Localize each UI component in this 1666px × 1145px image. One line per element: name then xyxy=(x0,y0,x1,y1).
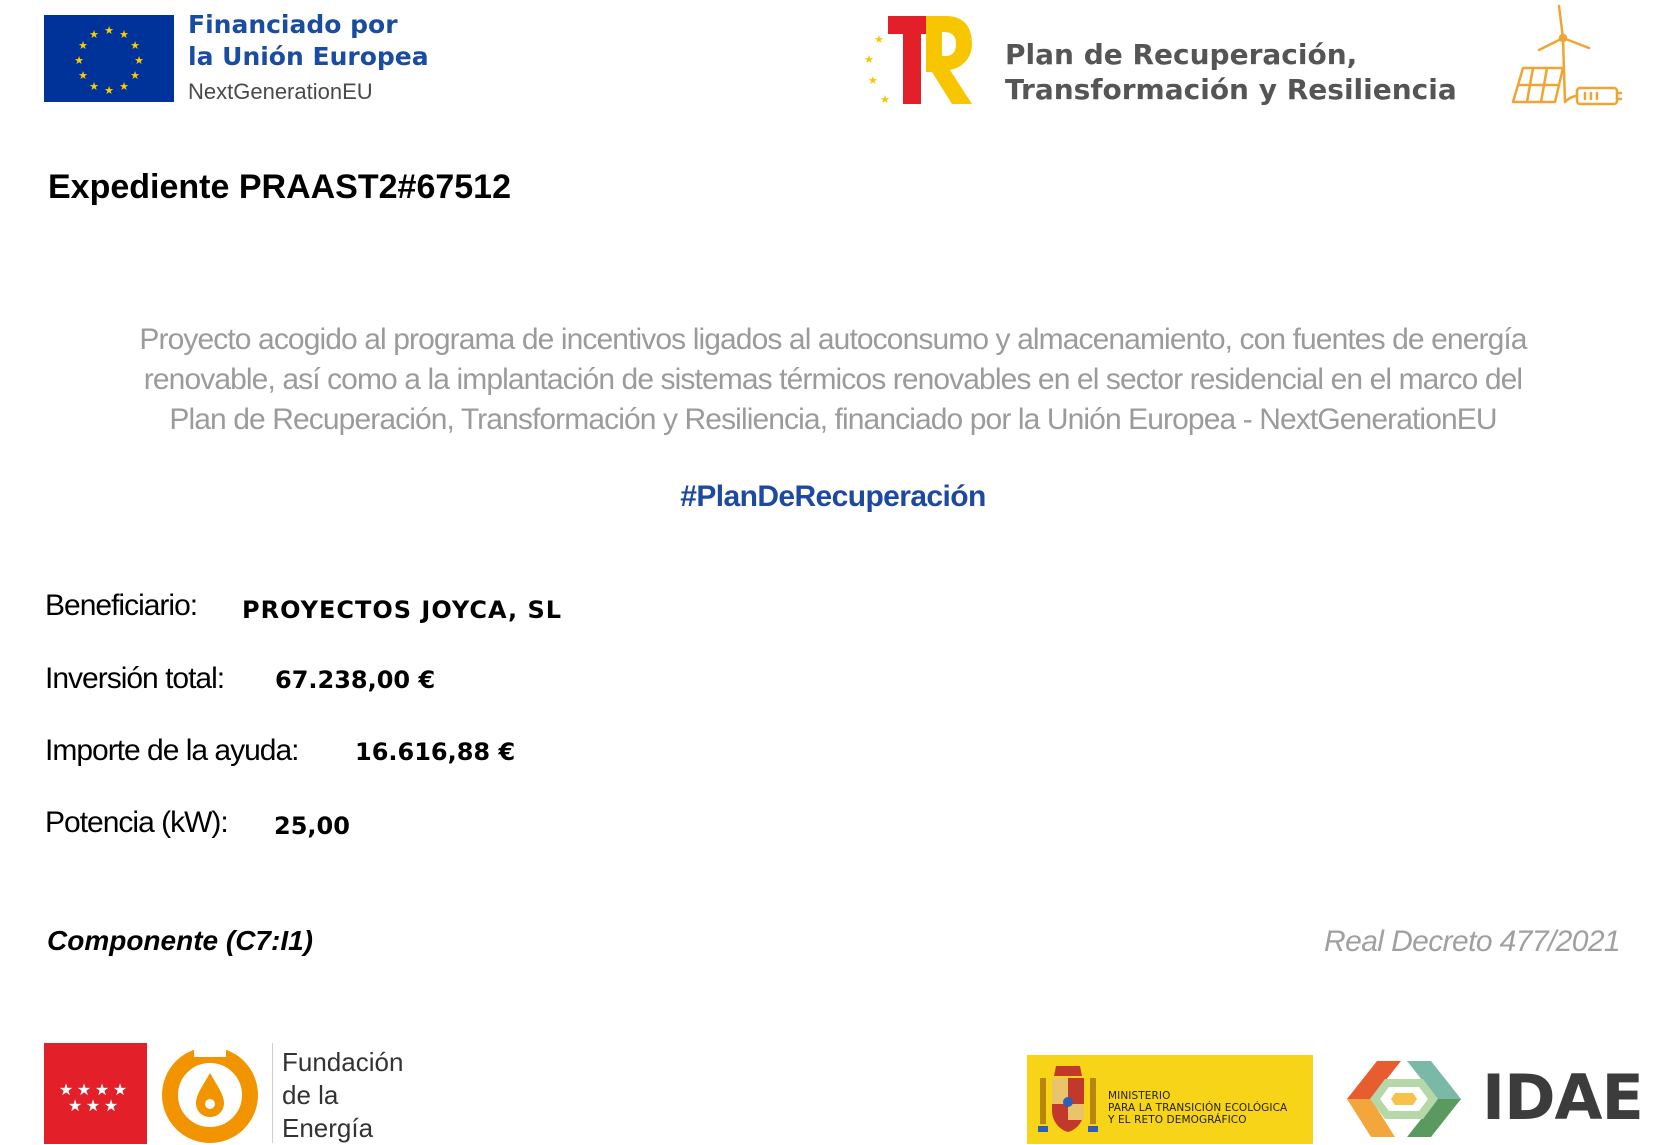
svg-text:★: ★ xyxy=(134,54,144,67)
eu-funding-line1: Financiado por xyxy=(188,10,398,39)
fundacion-energia-symbol-icon xyxy=(158,1043,262,1143)
ministerio-text-line1: MINISTERIO xyxy=(1108,1090,1171,1102)
svg-text:★: ★ xyxy=(58,1080,74,1099)
svg-text:★: ★ xyxy=(104,84,114,97)
svg-text:★: ★ xyxy=(130,39,140,52)
svg-text:★: ★ xyxy=(78,39,88,52)
comunidad-madrid-logo-icon xyxy=(44,1043,147,1144)
importe-value: 16.616,88 € xyxy=(355,738,516,766)
svg-text:★: ★ xyxy=(104,24,114,37)
svg-text:★: ★ xyxy=(76,1080,92,1099)
inversion-value: 67.238,00 € xyxy=(275,666,436,694)
svg-text:★: ★ xyxy=(119,80,129,93)
ministerio-text-line2: PARA LA TRANSICIÓN ECOLÓGICA xyxy=(1108,1102,1288,1114)
beneficiario-label: Beneficiario: xyxy=(45,589,198,622)
prtr-tr-mark-icon xyxy=(858,10,978,110)
fundacion-divider xyxy=(272,1043,273,1143)
svg-text:★: ★ xyxy=(103,1096,119,1115)
eu-funding-line3: NextGenerationEU xyxy=(188,79,373,104)
eu-flag-icon xyxy=(44,15,174,102)
potencia-value: 25,00 xyxy=(274,812,350,840)
idae-symbol-icon xyxy=(1337,1053,1472,1145)
prtr-title-line1: Plan de Recuperación, xyxy=(1005,38,1358,71)
expediente-title: Expediente PRAAST2#67512 xyxy=(48,168,511,206)
svg-text:★: ★ xyxy=(78,69,88,82)
fundacion-text-line2: de la xyxy=(282,1080,339,1110)
svg-text:★: ★ xyxy=(94,1080,110,1099)
project-description xyxy=(40,320,1626,440)
coat-of-arms-icon xyxy=(1038,1060,1098,1138)
svg-text:★: ★ xyxy=(868,74,878,87)
importe-label: Importe de la ayuda: xyxy=(45,734,299,767)
project-description-line: Plan de Recuperación, Transformación y Resiliencia, financiado por la Unión Europea - NextGenerationEU xyxy=(169,403,1497,436)
svg-text:★: ★ xyxy=(67,1096,83,1115)
svg-text:★: ★ xyxy=(85,1096,101,1115)
ministerio-text-line3: Y EL RETO DEMOGRÁFICO xyxy=(1108,1114,1247,1126)
svg-text:★: ★ xyxy=(89,80,99,93)
idae-wordmark: IDAE xyxy=(1482,1061,1643,1134)
inversion-label: Inversión total: xyxy=(45,662,225,695)
fundacion-text-line1: Fundación xyxy=(282,1047,404,1077)
svg-text:★: ★ xyxy=(112,1080,128,1099)
eu-funding-line2: la Unión Europea xyxy=(188,42,429,71)
prtr-title-line2: Transformación y Resiliencia xyxy=(1005,73,1457,106)
svg-text:★: ★ xyxy=(874,33,884,46)
project-description-line: renovable, así como a la implantación de sistemas térmicos renovables en el sector residencial en el marco del xyxy=(143,363,1523,396)
hashtag: #PlanDeRecuperación xyxy=(680,480,986,513)
fundacion-text-line3: Energía xyxy=(282,1113,374,1143)
svg-text:★: ★ xyxy=(880,93,890,106)
project-description-line: Proyecto acogido al programa de incentivos ligados al autoconsumo y almacenamiento, con fuentes de energía xyxy=(139,323,1527,356)
real-decreto-label: Real Decreto 477/2021 xyxy=(1324,925,1620,958)
beneficiario-value: PROYECTOS JOYCA, SL xyxy=(242,596,563,624)
wind-solar-battery-icon xyxy=(1505,2,1623,112)
svg-text:★: ★ xyxy=(130,69,140,82)
svg-text:★: ★ xyxy=(74,54,84,67)
componente-label: Componente (C7:I1) xyxy=(47,925,313,956)
potencia-label: Potencia (kW): xyxy=(45,806,228,839)
svg-text:★: ★ xyxy=(119,28,129,41)
svg-text:★: ★ xyxy=(864,53,874,66)
svg-text:★: ★ xyxy=(89,28,99,41)
